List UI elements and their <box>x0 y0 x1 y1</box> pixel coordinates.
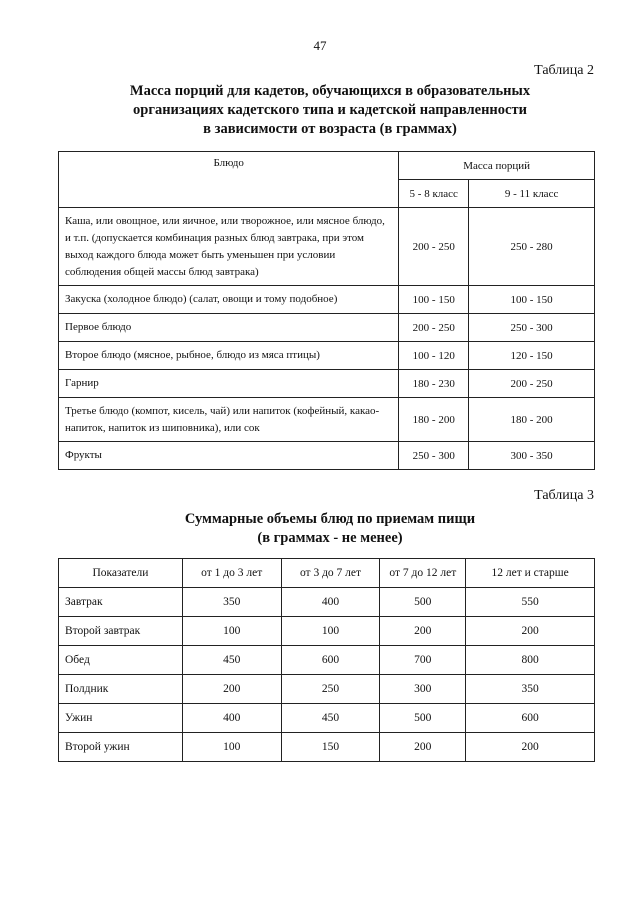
table-2-caption: Таблица 2 <box>534 63 594 78</box>
mass-cell: 100 - 120 <box>399 342 469 370</box>
dish-cell: Первое блюдо <box>59 314 399 342</box>
table-3-title <box>60 510 600 548</box>
dish-cell: Второе блюдо (мясное, рыбное, блюдо из мяса птицы) <box>59 342 399 370</box>
table-row <box>59 398 595 442</box>
mass-cell: 250 - 280 <box>469 208 595 286</box>
volume-cell: 200 <box>466 733 595 762</box>
volume-cell: 350 <box>182 588 281 617</box>
table-2-title <box>60 82 600 139</box>
dish-cell: Гарнир <box>59 370 399 398</box>
volume-cell: 150 <box>281 733 380 762</box>
volume-cell: 600 <box>281 646 380 675</box>
mass-cell: 200 - 250 <box>399 314 469 342</box>
portion-mass-table <box>58 151 595 470</box>
table-row <box>59 733 595 762</box>
table-row <box>59 342 595 370</box>
mass-cell: 180 - 230 <box>399 370 469 398</box>
volume-cell: 600 <box>466 704 595 733</box>
volume-cell: 200 <box>380 617 466 646</box>
volume-cell: 250 <box>281 675 380 704</box>
table-row <box>59 646 595 675</box>
mass-cell: 100 - 150 <box>399 286 469 314</box>
table-row <box>59 314 595 342</box>
dish-cell: Третье блюдо (компот, кисель, чай) или напиток (кофейный, какао-напиток, напиток из шиповника), или сок <box>59 398 399 442</box>
volume-cell: 400 <box>281 588 380 617</box>
mass-cell: 100 - 150 <box>469 286 595 314</box>
grade-5-8-header: 5 - 8 класс <box>399 180 469 208</box>
mass-cell: 250 - 300 <box>469 314 595 342</box>
column-header: 12 лет и старше <box>466 559 595 588</box>
volume-cell: 200 <box>380 733 466 762</box>
volume-cell: 400 <box>182 704 281 733</box>
table-row <box>59 442 595 470</box>
mass-cell: 300 - 350 <box>469 442 595 470</box>
mass-cell: 250 - 300 <box>399 442 469 470</box>
table-row <box>59 588 595 617</box>
volume-cell: 300 <box>380 675 466 704</box>
volume-cell: 500 <box>380 704 466 733</box>
mass-cell: 200 - 250 <box>399 208 469 286</box>
table-row <box>59 617 595 646</box>
dish-cell: Закуска (холодное блюдо) (салат, овощи и тому подобное) <box>59 286 399 314</box>
table-row <box>59 370 595 398</box>
mass-cell: 200 - 250 <box>469 370 595 398</box>
column-header: от 3 до 7 лет <box>281 559 380 588</box>
mass-cell: 180 - 200 <box>469 398 595 442</box>
header-row <box>59 559 595 588</box>
volume-cell: 500 <box>380 588 466 617</box>
volume-cell: 200 <box>182 675 281 704</box>
table-row <box>59 675 595 704</box>
indicator-cell: Второй завтрак <box>59 617 183 646</box>
column-header: от 1 до 3 лет <box>182 559 281 588</box>
table-3-title-line: Суммарные объемы блюд по приемам пищи <box>184 511 476 527</box>
indicator-cell: Ужин <box>59 704 183 733</box>
dish-cell: Фрукты <box>59 442 399 470</box>
table-2-title-line: в зависимости от возраста (в граммах) <box>203 121 457 137</box>
column-header: от 7 до 12 лет <box>380 559 466 588</box>
volume-cell: 200 <box>466 617 595 646</box>
indicator-cell: Завтрак <box>59 588 183 617</box>
page-number: 47 <box>313 38 327 53</box>
volume-cell: 800 <box>466 646 595 675</box>
indicator-cell: Обед <box>59 646 183 675</box>
volume-cell: 550 <box>466 588 595 617</box>
table-2-title-line: организациях кадетского типа и кадетской направленности <box>133 102 527 118</box>
table-row <box>59 208 595 286</box>
table-2-title-line: Масса порций для кадетов, обучающихся в образовательных <box>129 83 531 99</box>
volume-cell: 100 <box>182 733 281 762</box>
table-row <box>59 704 595 733</box>
column-header: Показатели <box>59 559 183 588</box>
grade-9-11-header: 9 - 11 класс <box>469 180 595 208</box>
indicator-cell: Второй ужин <box>59 733 183 762</box>
table-3-caption: Таблица 3 <box>534 488 594 503</box>
dish-cell: Каша, или овощное, или яичное, или творожное, или мясное блюдо, и т.п. (допускается комбинация разных блюд завтрака, при этом выход каждого блюда может быть уменьшен при условии соблюдения общей массы блюд завтрака) <box>59 208 399 286</box>
mass-cell: 180 - 200 <box>399 398 469 442</box>
volume-cell: 100 <box>281 617 380 646</box>
volume-cell: 100 <box>182 617 281 646</box>
volume-cell: 700 <box>380 646 466 675</box>
mass-cell: 120 - 150 <box>469 342 595 370</box>
dish-header: Блюдо <box>59 152 399 208</box>
table-3-title-line: (в граммах - не менее) <box>257 530 403 546</box>
volume-cell: 450 <box>182 646 281 675</box>
volume-cell: 350 <box>466 675 595 704</box>
indicator-cell: Полдник <box>59 675 183 704</box>
portion-mass-header: Масса порций <box>399 152 595 180</box>
table-row <box>59 286 595 314</box>
meal-volume-table <box>58 558 595 762</box>
volume-cell: 450 <box>281 704 380 733</box>
